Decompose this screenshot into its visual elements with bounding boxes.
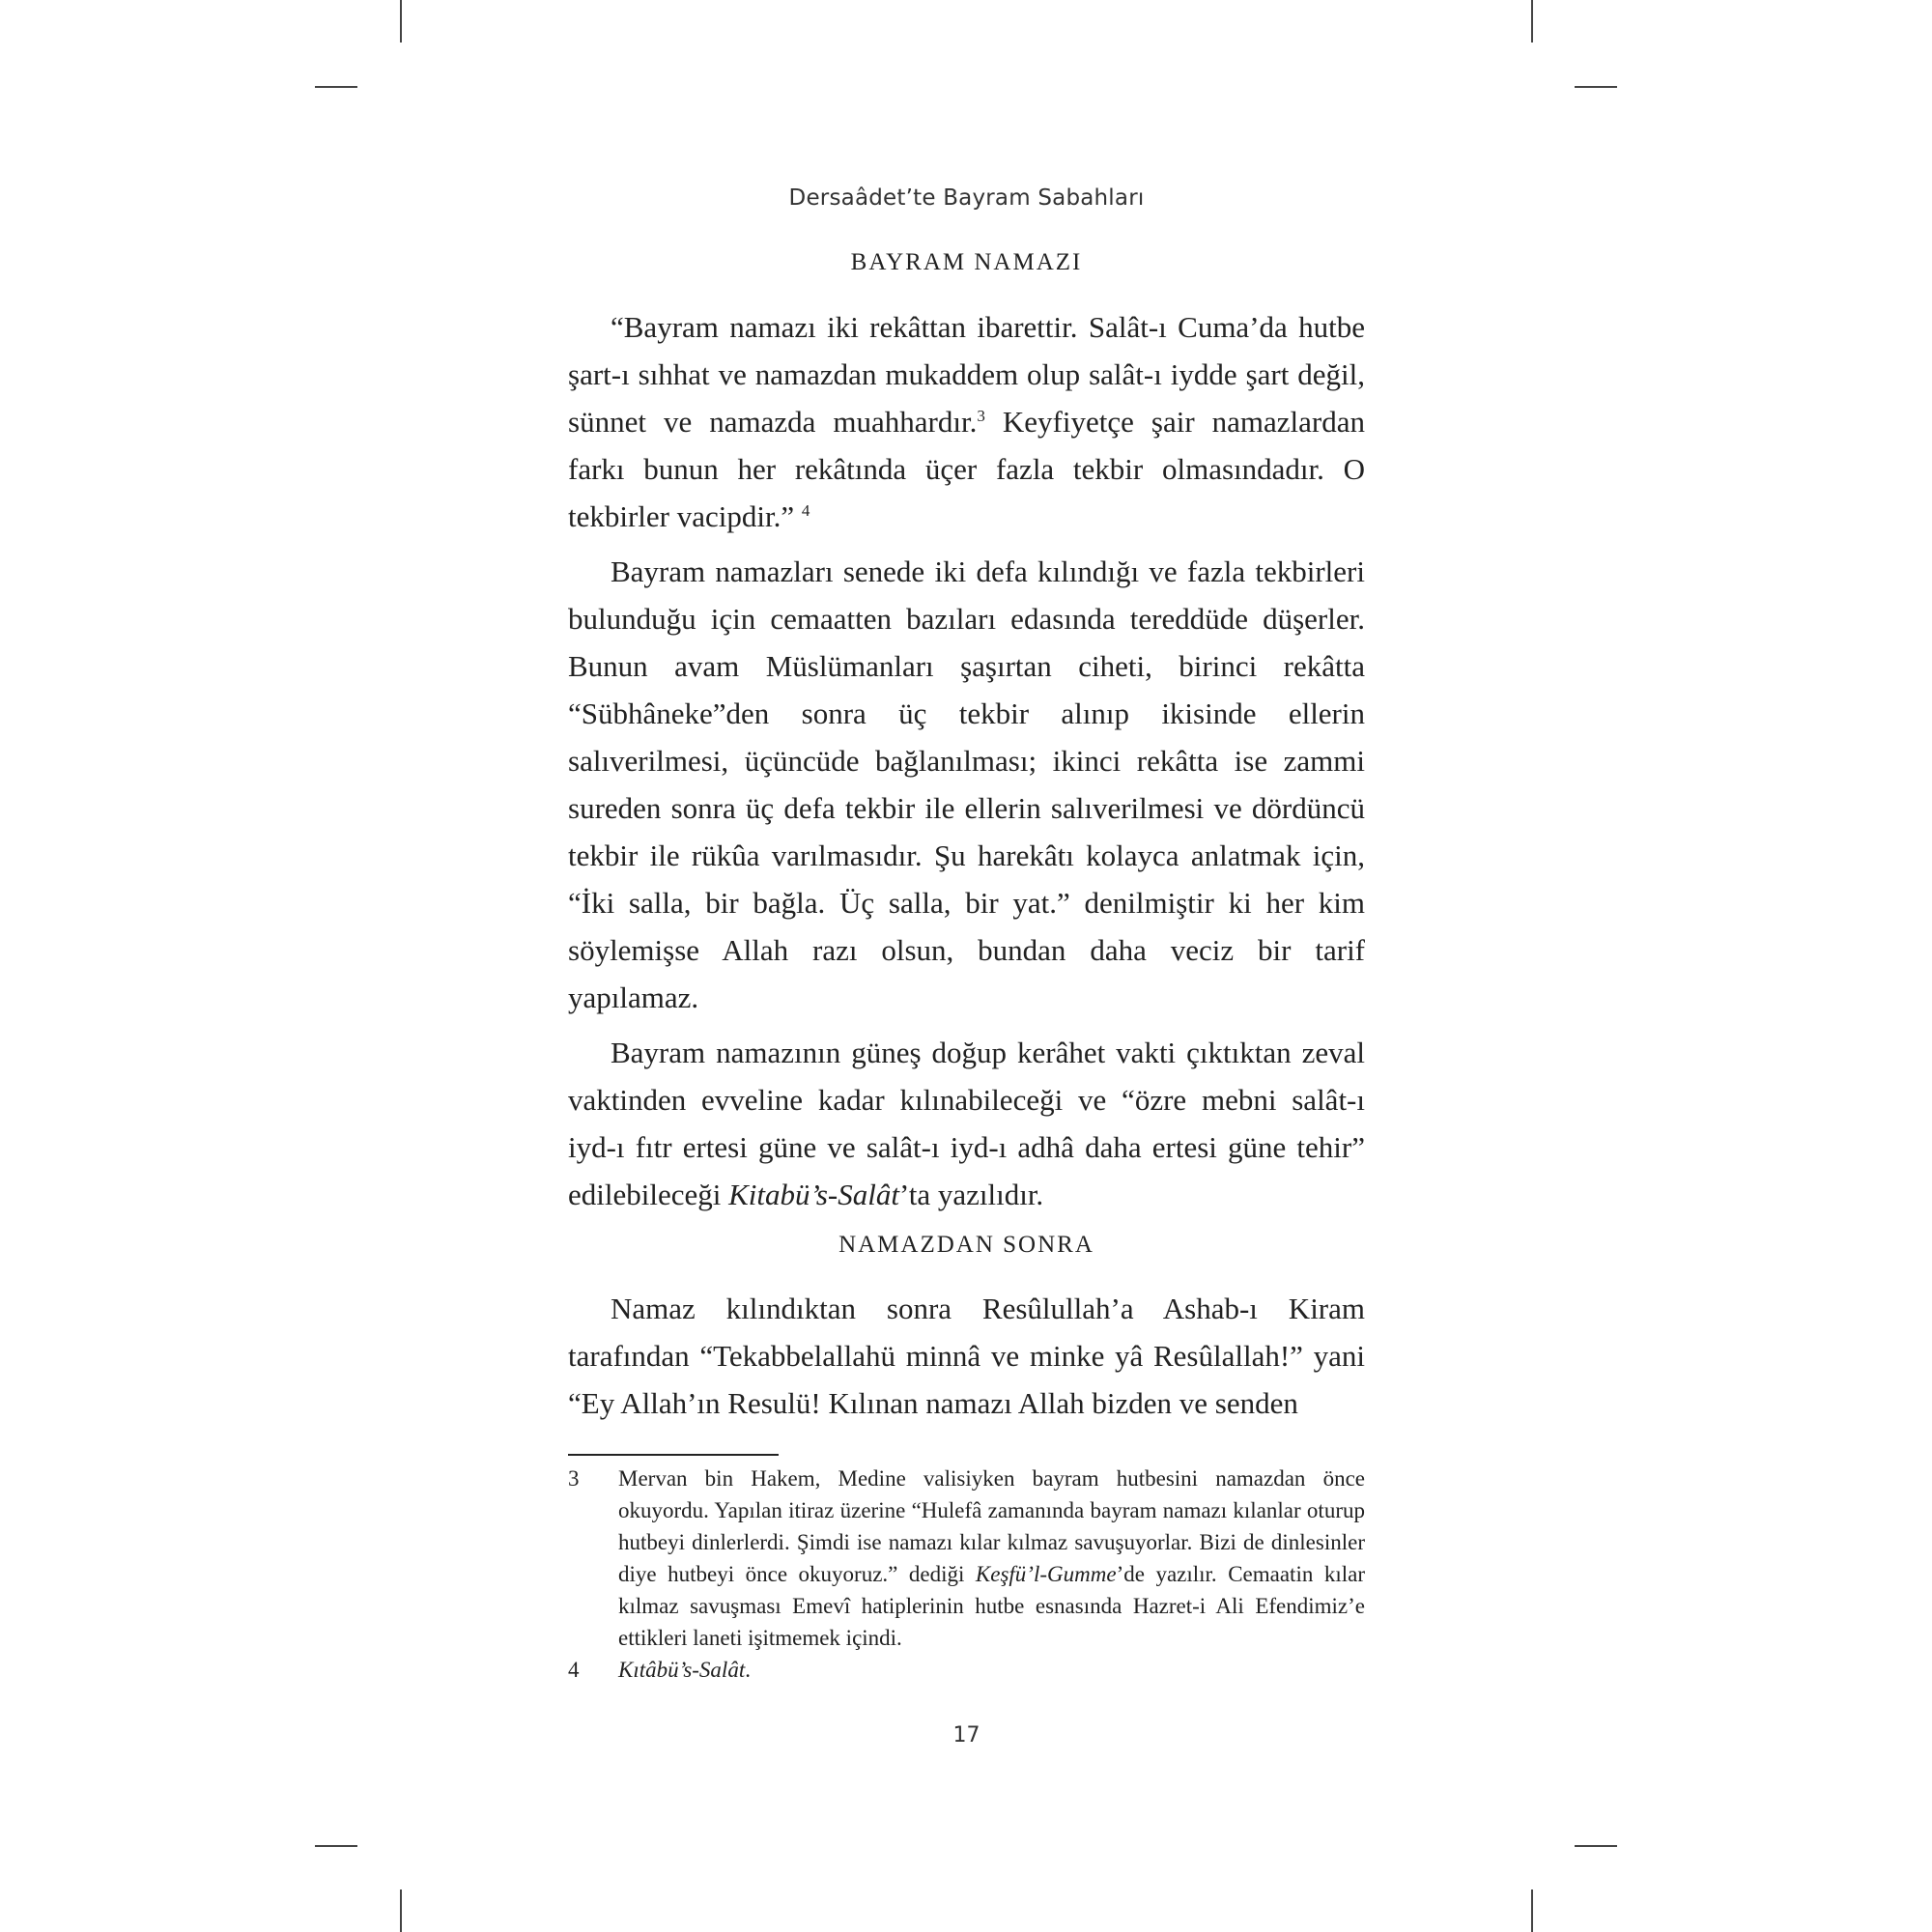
book-title-italic: Kıtâbü’s-Salât bbox=[618, 1658, 746, 1682]
section-body-bayram-namazi bbox=[568, 303, 1365, 1226]
crop-mark-bottom-right bbox=[1531, 1889, 1533, 1932]
paragraph: Namaz kılındıktan sonra Resûlullah’a Ashab-ı Kiram tarafından “Tekabbelallahü minnâ ve minke yâ Resûlallah!” yani “Ey Allah’ın Resulü! Kılınan namazı Allah bizden ve senden bbox=[568, 1292, 1365, 1420]
footnote-text-part: ’de yazılır. Cemaatin kılar kılmaz savuşması Emevî hatiplerinin hutbe esnasında Hazret-i Ali Efendimiz’e ettikleri laneti işitmemek içindi. bbox=[618, 1562, 1365, 1650]
section-body-namazdan-sonra bbox=[568, 1285, 1365, 1435]
footnote-text bbox=[618, 1654, 1365, 1686]
paragraph-text: “Bayram namazı iki rekâttan ibarettir. Salât-ı Cuma’da hutbe şart-ı sıhhat ve namazdan mukaddem olup salât-ı iydde şart değil, sünnet ve namazda muahhardır. bbox=[568, 310, 1365, 439]
crop-mark-top-right bbox=[1531, 0, 1533, 43]
section-title-namazdan-sonra: NAMAZDAN SONRA bbox=[838, 1232, 1094, 1258]
footnote-ref[interactable]: 3 bbox=[977, 407, 985, 425]
paragraph bbox=[568, 1029, 1365, 1218]
crop-mark-left-upper bbox=[315, 86, 357, 88]
crop-mark-left-lower bbox=[315, 1845, 357, 1847]
footnote-number: 3 bbox=[568, 1466, 580, 1491]
page-number: 17 bbox=[952, 1723, 980, 1747]
paragraph-text: Keyfiyetçe şair namazlardan farkı bunun her rekâtında üçer fazla tekbir olmasındadır. O tekbirler vacipdir.” bbox=[568, 405, 1366, 533]
footnote-4 bbox=[568, 1654, 1365, 1686]
footnote-rule bbox=[568, 1454, 779, 1456]
footnote-text-part: . bbox=[745, 1658, 751, 1682]
footnote-number: 4 bbox=[568, 1658, 580, 1682]
book-title-italic: Kitabü’s-Salât bbox=[728, 1178, 899, 1211]
crop-mark-top-left bbox=[400, 0, 402, 43]
section-title-bayram-namazi: BAYRAM NAMAZI bbox=[850, 249, 1083, 275]
footnotes bbox=[568, 1463, 1365, 1686]
crop-mark-right-lower bbox=[1575, 1845, 1617, 1847]
running-header: Dersaâdet’te Bayram Sabahları bbox=[788, 185, 1145, 211]
book-title-italic: Keşfü’l-Gumme bbox=[975, 1562, 1117, 1586]
footnote-3 bbox=[568, 1463, 1365, 1654]
paragraph-text: ’ta yazılıdır. bbox=[898, 1178, 1044, 1211]
crop-mark-right-upper bbox=[1575, 86, 1617, 88]
footnote-text-part: Mervan bin Hakem, Medine valisiyken bayram hutbesini namazdan önce okuyordu. Yapılan itiraz üzerine “Hulefâ zamanında bayram namazı kılanlar oturup hutbeyi dinlerlerdi. Şimdi ise namazı kılar kılmaz savuşuyorlar. Bizi de dinlesinler diye hutbeyi önce okuyoruz.” dediği bbox=[618, 1466, 1365, 1586]
paragraph bbox=[568, 303, 1365, 540]
crop-mark-bottom-left bbox=[400, 1889, 402, 1932]
footnote-ref[interactable]: 4 bbox=[801, 501, 810, 520]
footnote-text bbox=[618, 1463, 1365, 1654]
paragraph-text: Bayram namazının güneş doğup kerâhet vakti çıktıktan zeval vaktinden evveline kadar kılınabileceği ve “özre mebni salât-ı iyd-ı fıtr ertesi güne ve salât-ı iyd-ı adhâ daha ertesi güne tehir” edilebileceği bbox=[568, 1036, 1365, 1211]
paragraph: Bayram namazları senede iki defa kılındığı ve fazla tekbirleri bulunduğu için cemaatten bazıları edasında tereddüde düşerler. Bunun avam Müslümanları şaşırtan ciheti, birinci rekâtta “Sübhâneke”den sonra üç tekbir alınıp ikisinde ellerin salıverilmesi, üçüncüde bağlanılması; ikinci rekâtta ise zammi sureden sonra üç defa tekbir ile ellerin salıverilmesi ve dördüncü tekbir ile rükûa varılmasıdır. Şu harekâtı kolayca anlatmak için, “İki salla, bir bağla. Üç salla, bir yat.” denilmiştir ki her kim söylemişse Allah razı olsun, bundan daha veciz bir tarif yapılamaz. bbox=[568, 554, 1365, 1014]
